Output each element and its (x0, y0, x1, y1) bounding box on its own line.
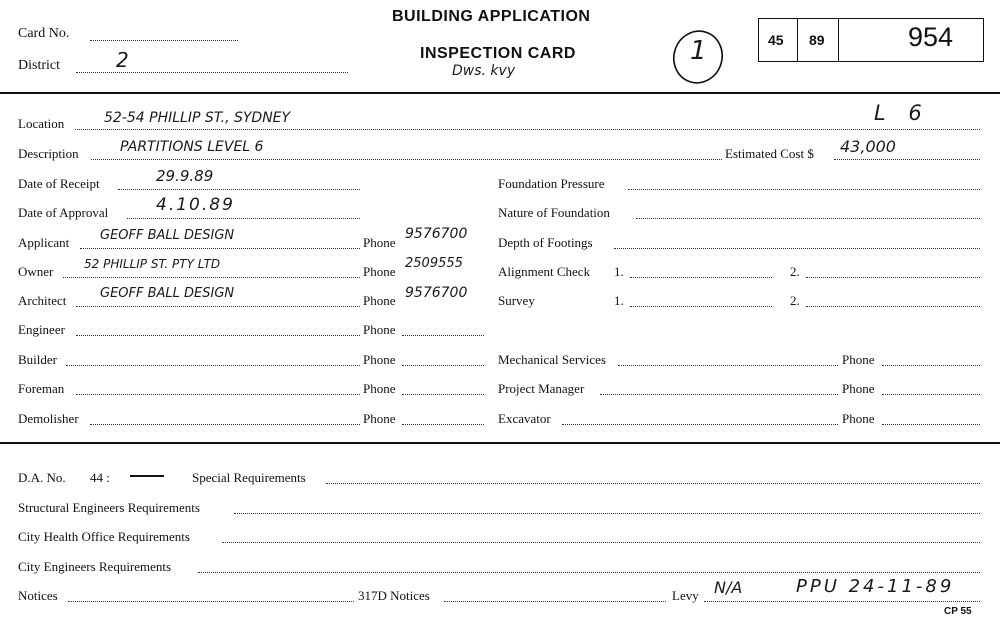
owner-label: Owner (18, 264, 54, 279)
date-approval-value: 4.10.89 (156, 195, 235, 215)
description-field[interactable] (91, 159, 722, 160)
footer-code: CP 55 (944, 606, 972, 617)
district-label: District (18, 58, 60, 73)
demolisher-label: Demolisher (18, 411, 79, 426)
description-label: Description (18, 146, 79, 161)
owner-phone-label: Phone (363, 264, 396, 279)
date-approval-label: Date of Approval (18, 205, 109, 220)
card-title-line1: BUILDING APPLICATION (392, 8, 591, 25)
engineer-phone-field[interactable] (402, 335, 484, 336)
applicant-field[interactable] (80, 248, 360, 249)
date-receipt-label: Date of Receipt (18, 176, 100, 191)
applicant-phone-label: Phone (363, 235, 396, 250)
district-value: 2 (116, 48, 129, 72)
divider-top (0, 92, 1000, 94)
engineer-phone-label: Phone (363, 322, 396, 337)
card-no-field[interactable] (90, 40, 238, 41)
applicant-value: GEOFF BALL DESIGN (100, 228, 235, 243)
applicant-phone-value: 9576700 (405, 226, 468, 242)
builder-phone-label: Phone (363, 352, 396, 367)
builder-label: Builder (18, 352, 57, 367)
mechanical-phone-field[interactable] (882, 365, 980, 366)
location-field[interactable] (75, 129, 980, 130)
mechanical-field[interactable] (618, 365, 838, 366)
alignment-check-2-field[interactable] (806, 277, 980, 278)
handwritten-scribble: Dws. kvy (452, 63, 516, 79)
mechanical-label: Mechanical Services (498, 352, 606, 367)
excavator-phone-field[interactable] (882, 424, 980, 425)
location-label: Location (18, 116, 65, 131)
nature-foundation-field[interactable] (636, 218, 980, 219)
depth-footings-label: Depth of Footings (498, 235, 593, 250)
da-label: D.A. No. (18, 470, 66, 485)
foreman-field[interactable] (76, 394, 360, 395)
project-manager-field[interactable] (600, 394, 838, 395)
levy-value: N/A (714, 578, 743, 597)
foundation-pressure-label: Foundation Pressure (498, 176, 605, 191)
survey-2-label: 2. (790, 293, 800, 308)
health-label: City Health Office Requirements (18, 529, 190, 544)
nature-foundation-label: Nature of Foundation (498, 205, 610, 220)
builder-phone-field[interactable] (402, 365, 484, 366)
box-code-a: 45 (768, 32, 784, 48)
depth-footings-field[interactable] (614, 248, 980, 249)
estimated-cost-field[interactable] (834, 159, 980, 160)
foreman-phone-field[interactable] (402, 394, 484, 395)
excavator-field[interactable] (562, 424, 838, 425)
level-mark: L 6 (874, 101, 930, 125)
date-receipt-field[interactable] (118, 189, 360, 190)
city-engineers-field[interactable] (198, 572, 980, 573)
alignment-check-1-label: 1. (614, 264, 624, 279)
owner-field[interactable] (63, 277, 360, 278)
alignment-check-label: Alignment Check (498, 264, 591, 279)
owner-phone-value: 2509555 (405, 256, 463, 271)
structural-label: Structural Engineers Requirements (18, 500, 200, 515)
box-code-b: 89 (809, 32, 825, 48)
card-no-label: Card No. (18, 26, 70, 41)
health-field[interactable] (222, 542, 980, 543)
card-title-line2: INSPECTION CARD (420, 45, 576, 62)
demolisher-phone-field[interactable] (402, 424, 484, 425)
engineer-field[interactable] (76, 335, 360, 336)
city-engineers-label: City Engineers Requirements (18, 559, 172, 574)
architect-phone-value: 9576700 (405, 285, 468, 301)
project-manager-label: Project Manager (498, 381, 585, 396)
project-manager-phone-label: Phone (842, 381, 875, 396)
architect-value: GEOFF BALL DESIGN (100, 286, 235, 301)
demolisher-phone-label: Phone (363, 411, 396, 426)
da-dash (130, 475, 164, 477)
alignment-check-1-field[interactable] (630, 277, 772, 278)
alignment-check-2-label: 2. (790, 264, 800, 279)
card-number: 954 (908, 22, 954, 52)
survey-1-label: 1. (614, 293, 624, 308)
estimated-cost-value: 43,000 (840, 137, 896, 156)
da-value: 44 : (90, 470, 110, 485)
date-approval-field[interactable] (127, 218, 360, 219)
survey-1-field[interactable] (630, 306, 772, 307)
foreman-phone-label: Phone (363, 381, 396, 396)
foreman-label: Foreman (18, 381, 65, 396)
foundation-pressure-field[interactable] (628, 189, 980, 190)
divider-bottom (0, 442, 1000, 444)
levy-label: Levy (672, 588, 699, 603)
levy-note: PPU 24-11-89 (796, 576, 955, 597)
description-value: PARTITIONS LEVEL 6 (120, 139, 264, 155)
mechanical-phone-label: Phone (842, 352, 875, 367)
estimated-cost-label: Estimated Cost $ (725, 146, 814, 161)
notices-317d-label: 317D Notices (358, 588, 430, 603)
applicant-label: Applicant (18, 235, 70, 250)
builder-field[interactable] (66, 365, 360, 366)
excavator-label: Excavator (498, 411, 551, 426)
demolisher-field[interactable] (90, 424, 360, 425)
notices-label: Notices (18, 588, 58, 603)
owner-value: 52 PHILLIP ST. PTY LTD (84, 257, 221, 271)
date-receipt-value: 29.9.89 (156, 167, 214, 185)
survey-2-field[interactable] (806, 306, 980, 307)
project-manager-phone-field[interactable] (882, 394, 980, 395)
survey-label: Survey (498, 293, 535, 308)
architect-field[interactable] (76, 306, 360, 307)
circled-number: 1 (690, 36, 707, 66)
notices-field[interactable] (68, 601, 354, 602)
levy-field[interactable] (704, 601, 980, 602)
excavator-phone-label: Phone (842, 411, 875, 426)
architect-phone-label: Phone (363, 293, 396, 308)
notices-317d-field[interactable] (444, 601, 666, 602)
special-requirements-label: Special Requirements (192, 470, 306, 485)
structural-field[interactable] (234, 513, 980, 514)
architect-label: Architect (18, 293, 67, 308)
special-requirements-field[interactable] (326, 483, 980, 484)
district-field[interactable] (76, 72, 348, 73)
engineer-label: Engineer (18, 322, 65, 337)
location-value: 52-54 PHILLIP ST., SYDNEY (104, 110, 291, 126)
